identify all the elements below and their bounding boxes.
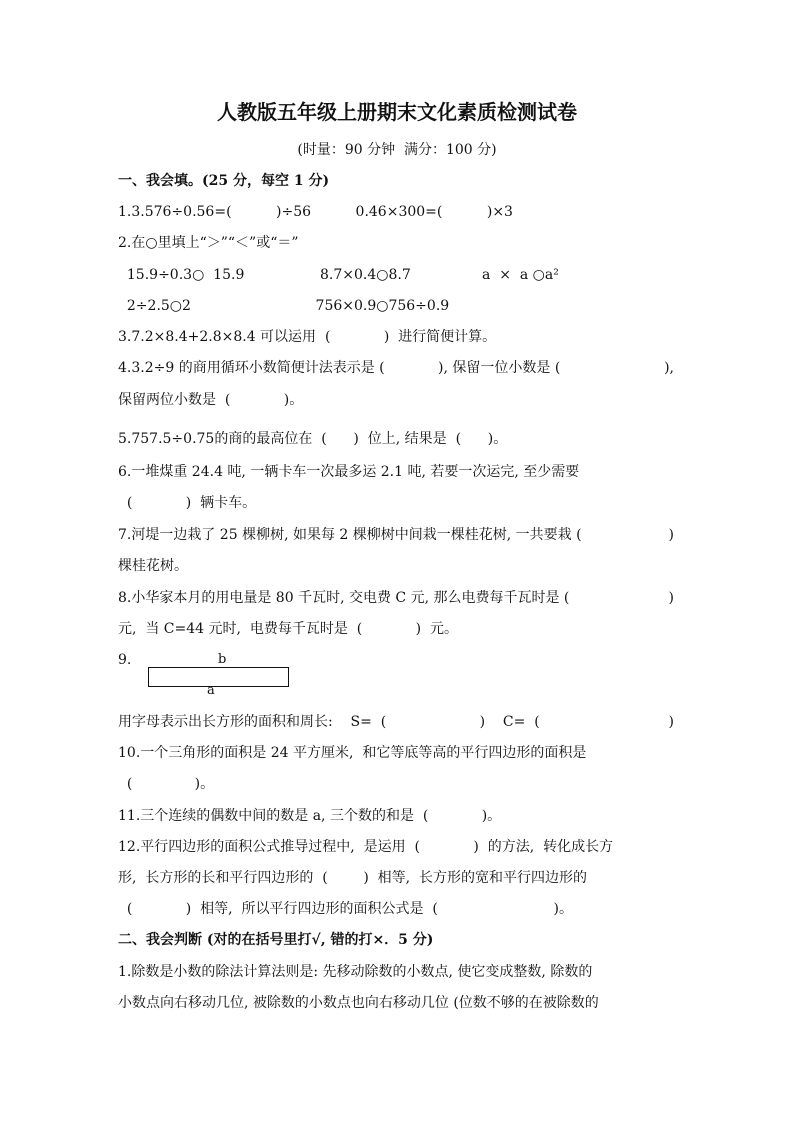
- question-1: 1.3.576÷0.56=( )÷56 0.46×300=( )×3: [118, 204, 513, 220]
- question-8-line-1: [118, 588, 674, 608]
- judge-question-1-line-2: 小数点向右移动几位, 被除数的小数点也向右移动几位 (位数不够的在被除数的: [118, 995, 599, 1011]
- question-12-line-3: ( ) 相等, 所以平行四边形的面积公式是 ( )。: [118, 901, 574, 917]
- question-8-text: 8.小华家本月的用电量是 80 千瓦时, 交电费 C 元, 那么电费每千瓦时是 (: [118, 590, 570, 606]
- section2-heading: 二、我会判断 (对的在括号里打√, 错的打×．5 分): [118, 932, 434, 948]
- question-4-line-1: [118, 358, 674, 378]
- question-4-text: 4.3.2÷9 的商用循环小数简便计法表示是 ( ), 保留一位小数是 (: [118, 360, 561, 376]
- judge-question-1-line-1: 1.除数是小数的除法计算法则是: 先移动除数的小数点, 使它变成整数, 除数的: [118, 964, 593, 980]
- question-9-number: 9.: [118, 652, 132, 668]
- section1-heading: 一、我会填。(25 分，每空 1 分): [118, 173, 330, 189]
- rectangle-label-b: b: [218, 652, 227, 667]
- question-4-line-2: 保留两位小数是 ( )。: [118, 392, 304, 408]
- exam-subtitle: (时量：90 分钟 满分：100 分): [297, 142, 497, 158]
- question-2-row-1: 15.9÷0.3○ 15.9 8.7×0.4○8.7 a × a ○a²: [118, 267, 559, 283]
- question-9-text-line: [118, 712, 674, 732]
- question-6-line-2: ( ) 辆卡车。: [118, 495, 257, 511]
- question-12-line-1: 12.平行四边形的面积公式推导过程中, 是运用 ( ) 的方法, 转化成长方: [118, 839, 614, 855]
- question-2-row-2: 2÷2.5○2 756×0.9○756÷0.9: [118, 298, 450, 314]
- question-7-line-1: [118, 525, 674, 545]
- question-10-line-1: 10.一个三角形的面积是 24 平方厘米, 和它等底等高的平行四边形的面积是: [118, 745, 587, 761]
- exam-title: 人教版五年级上册期末文化素质检测试卷: [217, 100, 577, 124]
- question-9-end: ): [668, 714, 674, 730]
- question-7-end: ): [668, 527, 674, 543]
- question-7-text: 7.河堤一边栽了 25 棵柳树, 如果每 2 棵柳树中间栽一棵桂花树, 一共要栽 (: [118, 527, 582, 543]
- question-4-end: ),: [664, 360, 674, 376]
- question-8-line-2: 元, 当 C=44 元时, 电费每千瓦时是 ( ) 元。: [118, 621, 458, 637]
- question-5: 5.757.5÷0.75的商的最高位在 ( ) 位上, 结果是 ( )。: [118, 431, 508, 447]
- question-11: 11.三个连续的偶数中间的数是 a, 三个数的和是 ( )。: [118, 808, 502, 824]
- rectangle-label-a: a: [207, 683, 215, 698]
- question-6-line-1: 6.一堆煤重 24.4 吨, 一辆卡车一次最多运 2.1 吨, 若要一次运完, 至少需要: [118, 464, 580, 480]
- question-7-line-2: 棵桂花树。: [118, 558, 188, 574]
- rectangle-figure: [148, 667, 289, 687]
- question-2: 2.在○里填上“＞”“＜”或“＝”: [118, 235, 299, 251]
- question-8-end: ): [668, 590, 674, 606]
- question-3: 3.7.2×8.4+2.8×8.4 可以运用 ( ) 进行简便计算。: [118, 329, 497, 345]
- question-10-line-2: ( )。: [118, 776, 215, 792]
- question-9-text: 用字母表示出长方形的面积和周长: S= ( ) C= (: [118, 714, 540, 730]
- question-12-line-2: 形, 长方形的长和平行四边形的 ( ) 相等, 长方形的宽和平行四边形的: [118, 870, 588, 886]
